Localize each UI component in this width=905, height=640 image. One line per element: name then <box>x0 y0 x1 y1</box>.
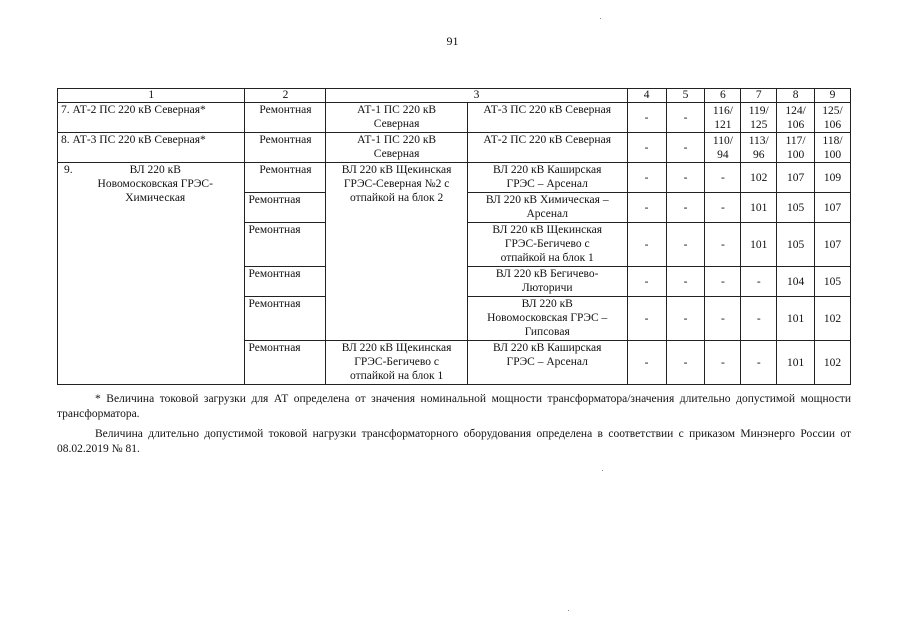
footnote-order-reference: Величина длительно допустимой токовой нагрузки трансформаторного оборудования определена в соответствии с приказом Минэнерго России от 08.02.2019 № 81. <box>57 428 851 455</box>
value-cell: 110/ 94 <box>705 133 741 163</box>
value-cell: 118/ 100 <box>815 133 851 163</box>
disabled-element-cell: ВЛ 220 кВ Новомосковская ГРЭС – Гипсовая <box>467 297 627 341</box>
disabled-element-cell: ВЛ 220 кВ Каширская ГРЭС – Арсенал <box>467 163 627 193</box>
row-number: 9. <box>64 164 73 176</box>
value-cell: 101 <box>741 223 777 267</box>
value-cell: - <box>666 267 705 297</box>
value-cell: 119/ 125 <box>741 103 777 133</box>
element-cell: 7. АТ-2 ПС 220 кВ Северная* <box>58 103 245 133</box>
disabled-element-cell: ВЛ 220 кВ Бегичево- Люторичи <box>467 267 627 297</box>
value-cell: 102 <box>741 163 777 193</box>
repair-element-cell: ВЛ 220 кВ Щекинская ГРЭС-Бегичево с отпайкой на блок 1 <box>326 341 467 385</box>
element-cell: 8. АТ-3 ПС 220 кВ Северная* <box>58 133 245 163</box>
mode-cell: Ремонтная <box>245 223 326 267</box>
header-cell: 4 <box>627 89 666 103</box>
value-cell: 101 <box>777 341 815 385</box>
scan-speck <box>602 470 603 471</box>
value-cell: - <box>666 341 705 385</box>
load-table <box>57 88 851 385</box>
table-row <box>58 133 851 163</box>
value-cell: - <box>666 193 705 223</box>
value-cell: 105 <box>777 193 815 223</box>
element-cell <box>58 163 245 385</box>
value-cell: - <box>627 133 666 163</box>
mode-cell: Ремонтная <box>245 103 326 133</box>
value-cell: - <box>627 223 666 267</box>
header-cell: 6 <box>705 89 741 103</box>
header-cell: 3 <box>326 89 627 103</box>
header-cell: 8 <box>777 89 815 103</box>
table-row <box>58 163 851 193</box>
value-cell: - <box>741 297 777 341</box>
value-cell: 105 <box>777 223 815 267</box>
repair-element-cell: АТ-1 ПС 220 кВ Северная <box>326 133 467 163</box>
value-cell: - <box>705 341 741 385</box>
value-cell: - <box>741 341 777 385</box>
value-cell: 107 <box>815 223 851 267</box>
disabled-element-cell: ВЛ 220 кВ Химическая – Арсенал <box>467 193 627 223</box>
value-cell: 105 <box>815 267 851 297</box>
table-header-row <box>58 89 851 103</box>
value-cell: 102 <box>815 297 851 341</box>
value-cell: - <box>627 163 666 193</box>
value-cell: - <box>666 297 705 341</box>
value-cell: - <box>627 103 666 133</box>
value-cell: - <box>627 267 666 297</box>
value-cell: 104 <box>777 267 815 297</box>
value-cell: - <box>705 223 741 267</box>
value-cell: - <box>705 267 741 297</box>
disabled-element-cell: АТ-2 ПС 220 кВ Северная <box>467 133 627 163</box>
header-cell: 2 <box>245 89 326 103</box>
value-cell: 113/ 96 <box>741 133 777 163</box>
value-cell: 117/ 100 <box>777 133 815 163</box>
value-cell: - <box>627 341 666 385</box>
value-cell: - <box>666 103 705 133</box>
value-cell: 101 <box>777 297 815 341</box>
mode-cell: Ремонтная <box>245 341 326 385</box>
mode-cell: Ремонтная <box>245 267 326 297</box>
footnote-transformer-load: * Величина токовой загрузки для АТ определена от значения номинальной мощности трансформатора/значения длительно допустимой мощности трансформатора. <box>57 393 851 420</box>
value-cell: - <box>666 133 705 163</box>
header-cell: 1 <box>58 89 245 103</box>
table-row <box>58 103 851 133</box>
mode-cell: Ремонтная <box>245 297 326 341</box>
disabled-element-cell: ВЛ 220 кВ Щекинская ГРЭС-Бегичево с отпайкой на блок 1 <box>467 223 627 267</box>
value-cell: 107 <box>777 163 815 193</box>
value-cell: - <box>666 223 705 267</box>
page-number: 91 <box>446 34 459 48</box>
value-cell: 116/ 121 <box>705 103 741 133</box>
value-cell: 124/ 106 <box>777 103 815 133</box>
repair-element-cell: АТ-1 ПС 220 кВ Северная <box>326 103 467 133</box>
header-cell: 5 <box>666 89 705 103</box>
value-cell: 125/ 106 <box>815 103 851 133</box>
value-cell: - <box>705 193 741 223</box>
value-cell: 107 <box>815 193 851 223</box>
disabled-element-cell: АТ-3 ПС 220 кВ Северная <box>467 103 627 133</box>
repair-element-cell: ВЛ 220 кВ Щекинская ГРЭС-Северная №2 с отпайкой на блок 2 <box>326 163 467 341</box>
mode-cell: Ремонтная <box>245 133 326 163</box>
scan-speck <box>568 610 569 611</box>
line-name: ВЛ 220 кВ Новомосковская ГРЭС- Химическая <box>97 164 213 204</box>
value-cell: - <box>627 297 666 341</box>
header-cell: 7 <box>741 89 777 103</box>
value-cell: - <box>666 163 705 193</box>
value-cell: 109 <box>815 163 851 193</box>
value-cell: - <box>627 193 666 223</box>
value-cell: - <box>741 267 777 297</box>
value-cell: 102 <box>815 341 851 385</box>
value-cell: - <box>705 163 741 193</box>
header-cell: 9 <box>815 89 851 103</box>
footnotes <box>57 392 851 457</box>
scan-speck <box>600 18 601 19</box>
value-cell: - <box>705 297 741 341</box>
value-cell: 101 <box>741 193 777 223</box>
mode-cell: Ремонтная <box>245 163 326 193</box>
mode-cell: Ремонтная <box>245 193 326 223</box>
disabled-element-cell: ВЛ 220 кВ Каширская ГРЭС – Арсенал <box>467 341 627 385</box>
